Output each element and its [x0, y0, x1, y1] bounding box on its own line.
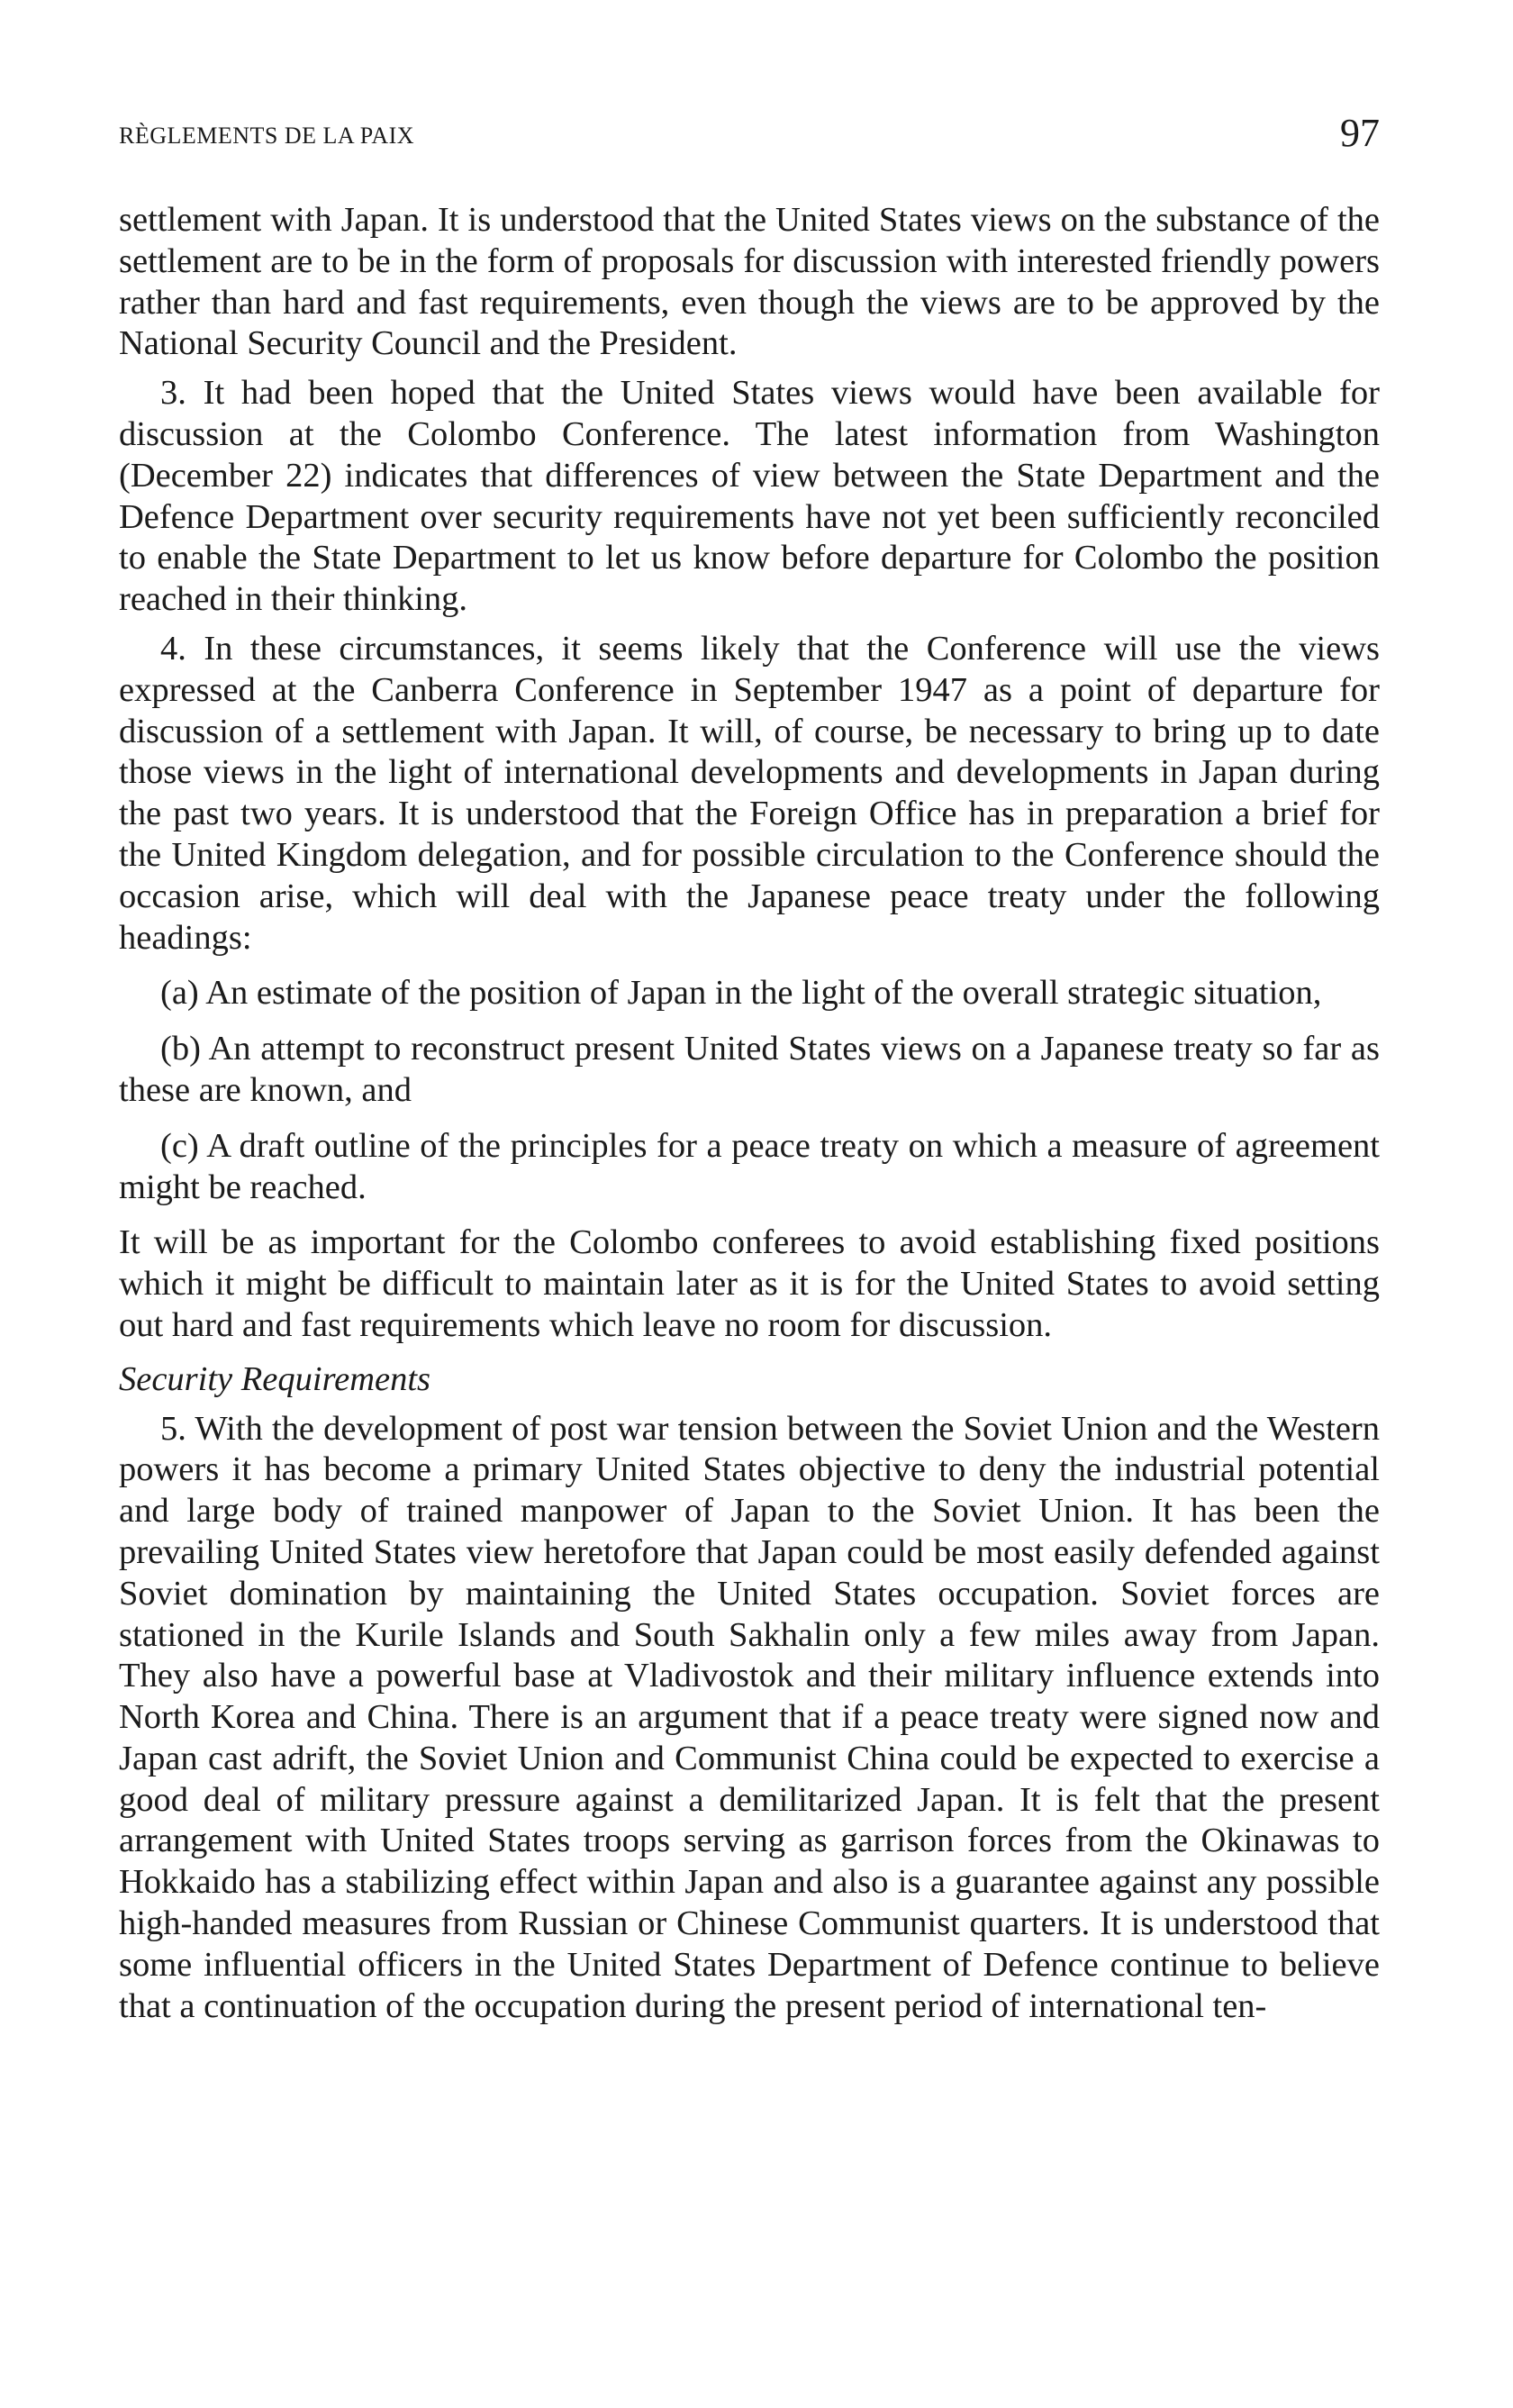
section-heading: Security Requirements — [119, 1359, 431, 1398]
list-item-c: (c) A draft outline of the principles for a peace treaty on which a measure of agreement might be reached. — [119, 1126, 1380, 1206]
page-number: 97 — [1340, 111, 1380, 155]
running-title: RÈGLEMENTS DE LA PAIX — [119, 123, 415, 149]
paragraph-continued: settlement with Japan. It is understood that the United States views on the substance of the settlement are to be in the form of proposals for discussion with interested friendly powers rather than hard and fast requirements, even though the views are to be approved by the National Security Council and the President. — [119, 201, 1380, 363]
body-text — [119, 200, 1380, 2027]
list-item-a: (a) An estimate of the position of Japan in the light of the overall strategic situation, — [160, 974, 1322, 1013]
paragraph-3: 3. It had been hoped that the United States views would have been available for discussion at the Colombo Conference. The latest information from Washington (December 22) indicates that differences of view between the State Department and the Defence Department over security requirements have not yet been sufficiently reconciled to enable the State Department to let us know before departure for Colombo the position reached in their thinking. — [119, 374, 1380, 619]
running-head — [119, 110, 1380, 164]
paragraph-5: 5. With the development of post war tension between the Soviet Union and the Western powers it has become a primary United States objective to deny the industrial potential and large body of trained manpower of Japan to the Soviet Union. It has been the prevailing United States view heretofore that Japan could be most easily defended against Soviet domination by maintaining the United States occupation. Soviet forces are stationed in the Kurile Islands and South Sakhalin only a few miles away from Japan. They also have a powerful base at Vladivostok and their military influence extends into North Korea and China. There is an argument that if a peace treaty were signed now and Japan cast adrift, the Soviet Union and Communist China could be expected to exercise a good deal of military pressure against a demilitarized Japan. It is felt that the present arrangement with United States troops serving as garrison forces from the Okinawas to Hokkaido has a stabilizing effect within Japan and also is a guarantee against any possible high-handed measures from Russian or Chinese Communist quarters. It is understood that some influential officers in the United States Department of Defence continue to believe that a continuation of the occupation during the present period of international ten- — [119, 1409, 1380, 2025]
paragraph-4: 4. In these circumstances, it seems likely that the Conference will use the views expressed at the Canberra Conference in September 1947 as a point of departure for discussion of a settlement with Japan. It will, of course, be necessary to bring up to date those views in the light of international developments and developments in Japan during the past two years. It is understood that the Foreign Office has in preparation a brief for the United Kingdom delegation, and for possible circulation to the Conference should the occasion arise, which will deal with the Japanese peace treaty under the following headings: — [119, 629, 1380, 957]
list-item-b: (b) An attempt to reconstruct present United States views on a Japanese treaty so far as these are known, and — [119, 1030, 1380, 1109]
paragraph-conclusion: It will be as important for the Colombo conferees to avoid establishing fixed positions which it might be difficult to maintain later as it is for the United States to avoid setting out hard and fast requirements which leave no room for discussion. — [119, 1223, 1380, 1344]
